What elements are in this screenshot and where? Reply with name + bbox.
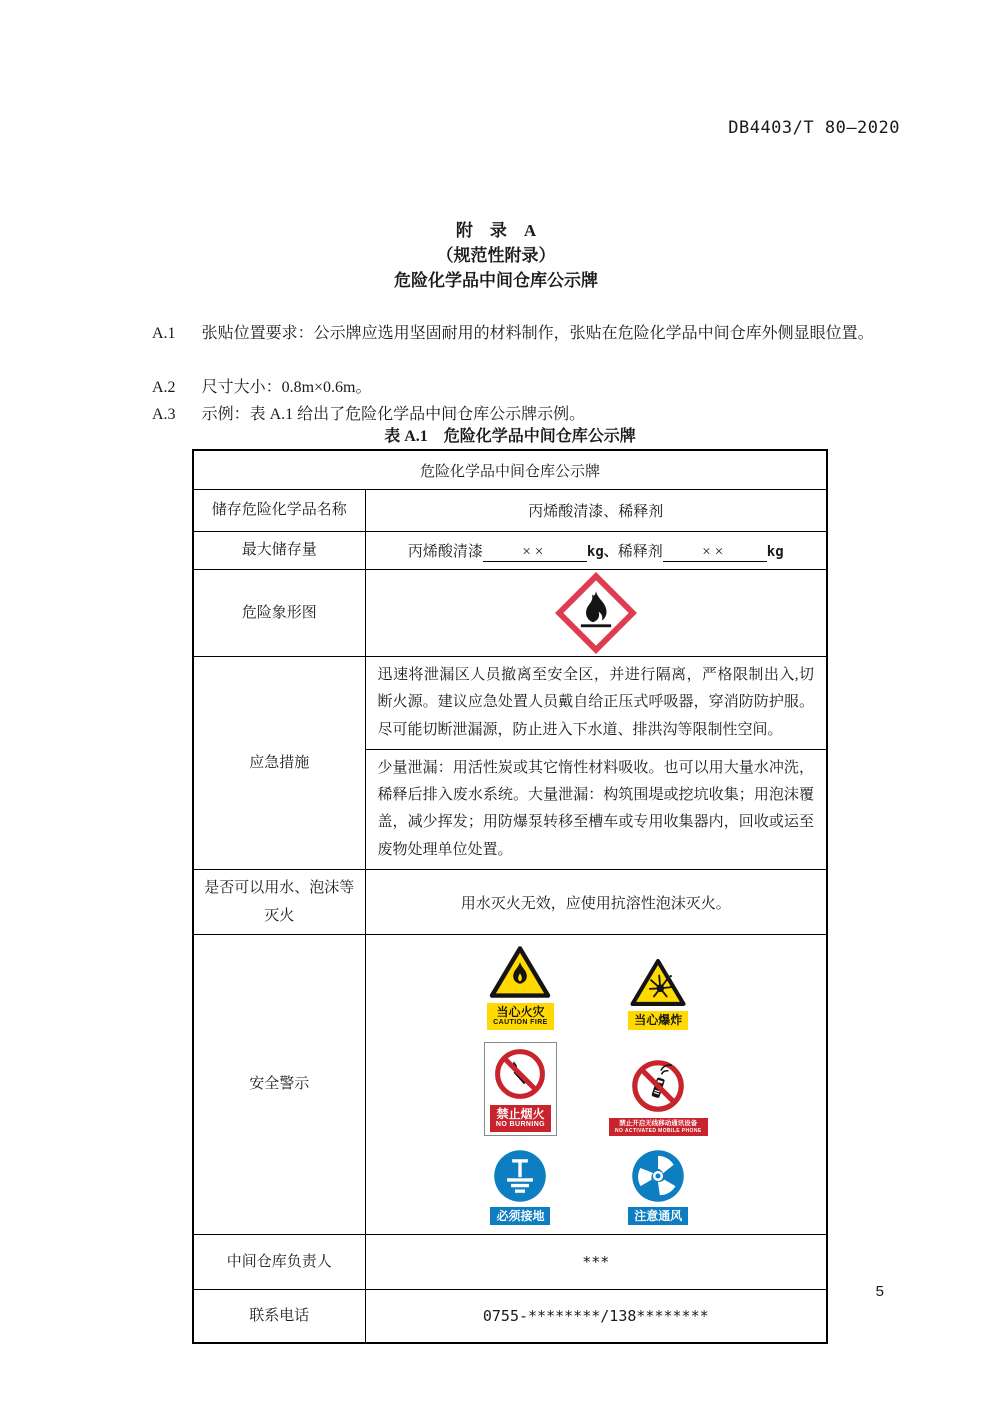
- table-title-cell: 危险化学品中间仓库公示牌: [193, 450, 827, 490]
- clause-a2: [90, 374, 908, 401]
- clause-a2-text: 尺寸大小：0.8m×0.6m。: [201, 379, 372, 396]
- value-water-foam-extinguish: 用水灭火无效，应使用抗溶性泡沫灭火。: [365, 870, 827, 935]
- table-caption: 表 A.1 危险化学品中间仓库公示牌: [384, 428, 636, 445]
- value-hazard-pictogram: [365, 570, 827, 657]
- clause-a3-text: 示例：表 A.1 给出了危险化学品中间仓库公示牌示例。: [201, 406, 586, 423]
- storage-item2-unit: kg: [766, 543, 784, 560]
- page-number: 5: [875, 1283, 884, 1300]
- label-chemical-name: 储存危险化学品名称: [193, 490, 365, 532]
- storage-item2-name: 稀释剂: [617, 543, 663, 560]
- value-safety-signs: [365, 935, 827, 1235]
- appendix-heading: 危险化学品中间仓库公示牌: [394, 271, 598, 290]
- storage-item1-amount: ××: [483, 544, 587, 562]
- sign-no-mobile-phone: [609, 1057, 708, 1136]
- appendix-title-block: [0, 218, 992, 293]
- no-burning-label: 禁止烟火 NO BURNING: [490, 1105, 551, 1132]
- value-chemical-name: 丙烯酸清漆、稀释剂: [365, 490, 827, 532]
- storage-item1-name: 丙烯酸清漆: [407, 543, 483, 560]
- sign-must-connect-earth: [484, 1148, 557, 1225]
- storage-item2-amount: ××: [663, 544, 767, 562]
- appendix-subtitle: （规范性附录）: [436, 246, 556, 265]
- must-connect-earth-icon: [492, 1148, 548, 1204]
- appendix-title: 附 录 A: [455, 221, 537, 240]
- caution-fire-label: 当心火灾 CAUTION FIRE: [487, 1003, 554, 1030]
- must-connect-earth-label: 必须接地: [490, 1207, 550, 1225]
- value-emergency-text2: 少量泄漏：用活性炭或其它惰性材料吸收。也可以用大量水冲洗，稀释后排入废水系统。大量泄漏：构筑围堤或挖坑收集；用泡沫覆盖，减少挥发；用防爆泵转移至槽车或专用收集器内，回收或运至废物处理单位处置。: [365, 749, 827, 869]
- caution-explosion-label: 当心爆炸: [628, 1011, 688, 1029]
- value-emergency-text1: 迅速将泄漏区人员撤离至安全区，并进行隔离，严格限制出入,切断火源。建议应急处置人员戴自给正压式呼吸器，穿消防防护服。尽可能切断泄漏源，防止进入下水道、排洪沟等限制性空间。: [365, 657, 827, 750]
- caution-explosion-icon: [629, 957, 687, 1008]
- sign-caution-fire: [484, 944, 557, 1030]
- sign-ventilation: [609, 1148, 708, 1225]
- sign-caution-explosion: [609, 957, 708, 1029]
- label-emergency-measures: 应急措施: [193, 657, 365, 870]
- caution-fire-icon: [488, 944, 552, 1000]
- clause-a3-id: A.3: [152, 406, 176, 423]
- ventilation-label: 注意通风: [628, 1207, 688, 1225]
- label-water-foam-extinguish: 是否可以用水、泡沫等灭火: [193, 870, 365, 935]
- value-warehouse-manager: ***: [365, 1235, 827, 1290]
- label-max-storage: 最大储存量: [193, 532, 365, 570]
- document-number: DB4403/T 80—2020: [728, 118, 900, 138]
- clause-a1-id: A.1: [152, 325, 176, 342]
- notice-table: [192, 449, 828, 1344]
- clause-a1: [90, 320, 908, 347]
- clause-a1-text: 张贴位置要求：公示牌应选用坚固耐用的材料制作，张贴在危险化学品中间仓库外侧显眼位置。: [201, 325, 874, 342]
- safety-signs-grid: [367, 936, 826, 1233]
- label-warehouse-manager: 中间仓库负责人: [193, 1235, 365, 1290]
- ventilation-icon: [630, 1148, 686, 1204]
- no-mobile-phone-label: 禁止开启无线移动通讯设备 NO ACTIVATED MOBILE PHONE: [609, 1118, 708, 1136]
- clause-a2-id: A.2: [152, 379, 176, 396]
- sign-no-burning: [484, 1042, 557, 1136]
- no-burning-icon: [492, 1046, 548, 1102]
- ghs-flammable-icon: [554, 571, 638, 655]
- label-safety-warning: 安全警示: [193, 935, 365, 1235]
- no-mobile-phone-icon: [629, 1057, 687, 1115]
- value-contact-phone: 0755-********/138********: [365, 1290, 827, 1344]
- value-max-storage: [365, 532, 827, 570]
- label-hazard-pictogram: 危险象形图: [193, 570, 365, 657]
- storage-item1-unit: kg、: [586, 543, 618, 560]
- label-contact-phone: 联系电话: [193, 1290, 365, 1344]
